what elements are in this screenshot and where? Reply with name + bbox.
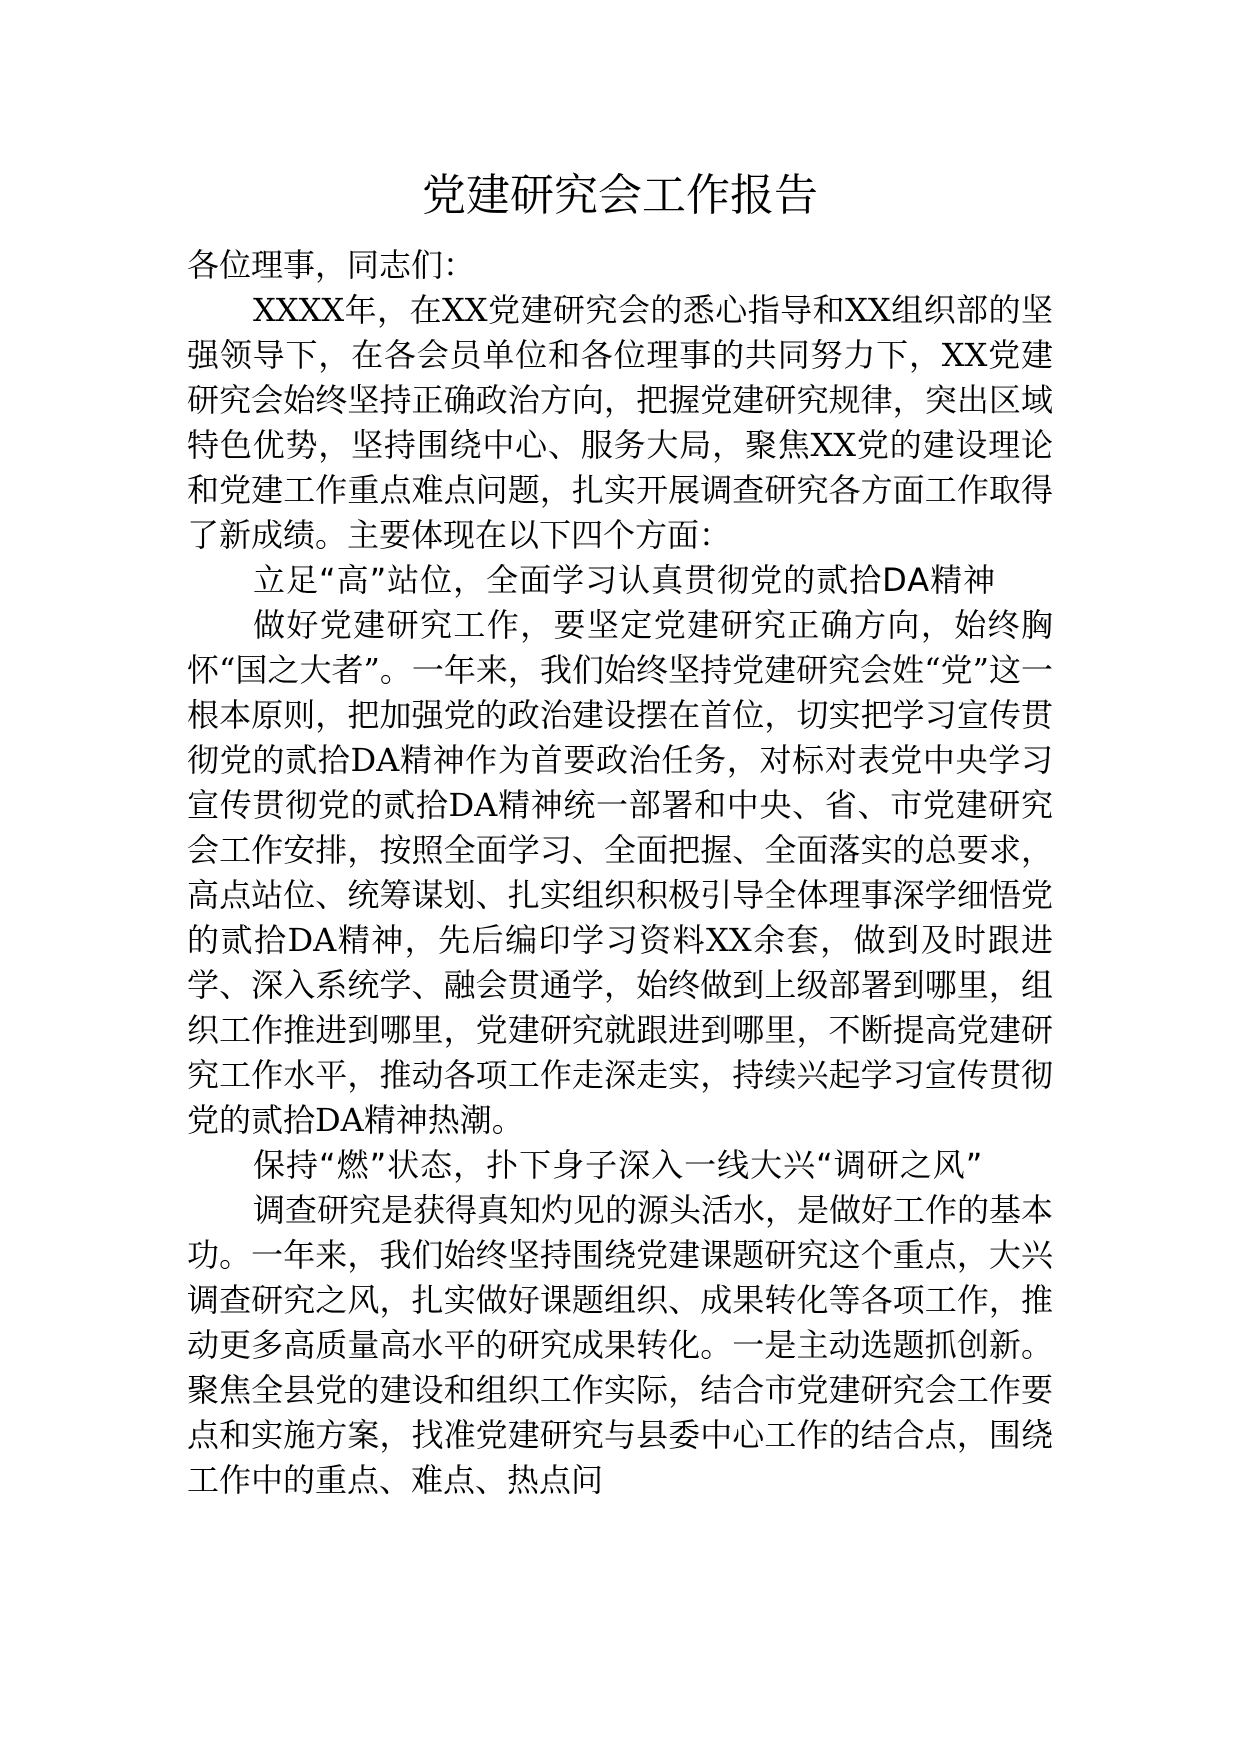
section-paragraph-2: 调查研究是获得真知灼见的源头活水，是做好工作的基本功。一年来，我们始终坚持围绕党建课题研究这个重点，大兴调查研究之风，扎实做好课题组织、成果转化等各项工作，推动更多高质量高水平的研究成果转化。一是主动选题抓创新。聚焦全县党的建设和组织工作实际，结合市党建研究会工作要点和实施方案，找准党建研究与县委中心工作的结合点，围绕工作中的重点、难点、热点问 bbox=[187, 1191, 1054, 1499]
section-paragraph-1: 做好党建研究工作，要坚定党建研究正确方向，始终胸怀“国之大者”。一年来，我们始终坚持党建研究会姓“党”这一根本原则，把加强党的政治建设摆在首位，切实把学习宣传贯彻党的贰拾DA精神作为首要政治任务，对标对表党中央学习宣传贯彻党的贰拾DA精神统一部署和中央、省、市党建研究会工作安排，按照全面学习、全面把握、全面落实的总要求，高点站位、统筹谋划、扎实组织积极引导全体理事深学细悟党的贰拾DA精神，先后编印学习资料XX余套，做到及时跟进学、深入系统学、融会贯通学，始终做到上级部署到哪里，组织工作推进到哪里，党建研究就跟进到哪里，不断提高党建研究工作水平，推动各项工作走深走实，持续兴起学习宣传贯彻党的贰拾DA精神热潮。 bbox=[187, 606, 1053, 1139]
section-heading-2: 保持“燃”状态，扑下身子深入一线大兴“调研之风” bbox=[253, 1146, 984, 1184]
document-body bbox=[187, 243, 1053, 1503]
section-heading-1: 立足“高”站位，全面学习认真贯彻党的贰拾DA精神 bbox=[253, 561, 997, 599]
intro-paragraph: XXXX年，在XX党建研究会的悉心指导和XX组织部的坚强领导下，在各会员单位和各位理事的共同努力下，XX党建研究会始终坚持正确政治方向，把握党建研究规律，突出区域特色优势，坚持围绕中心、服务大局，聚焦XX党的建设理论和党建工作重点难点问题，扎实开展调查研究各方面工作取得了新成绩。主要体现在以下四个方面： bbox=[187, 291, 1053, 554]
salutation: 各位理事，同志们： bbox=[187, 246, 476, 284]
document-title: 党建研究会工作报告 bbox=[422, 170, 818, 221]
